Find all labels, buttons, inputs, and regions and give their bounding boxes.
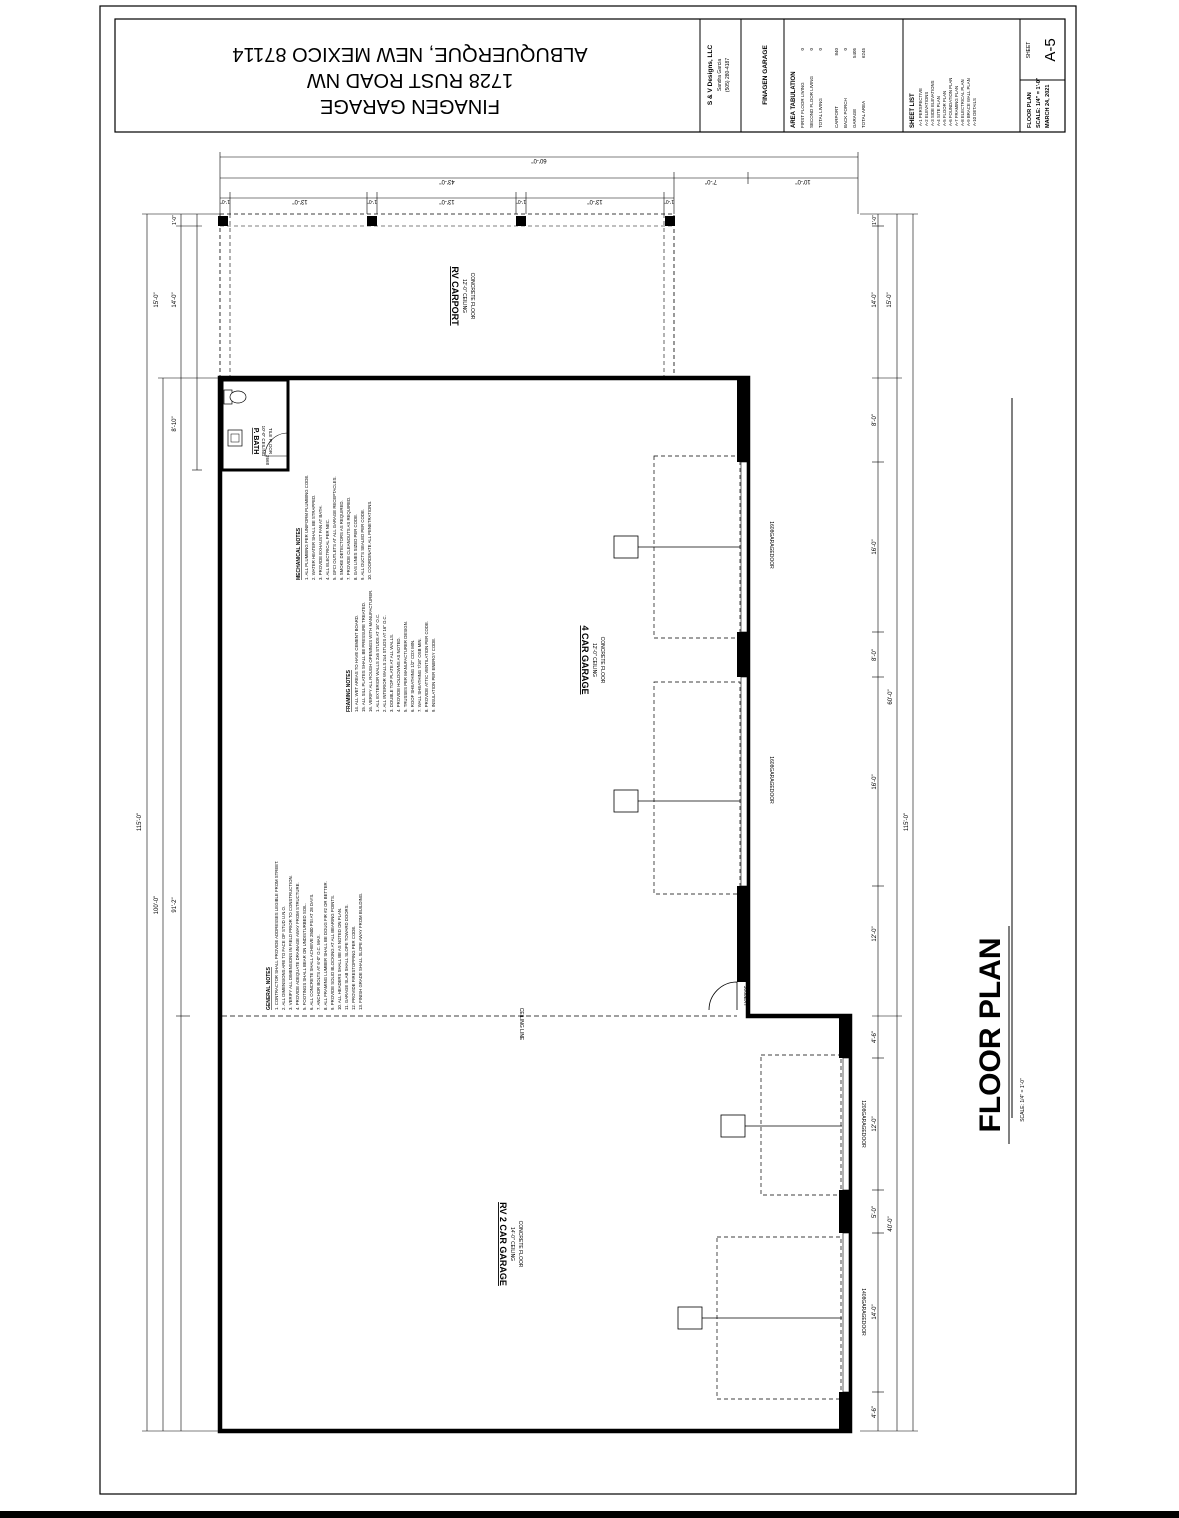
sheet-scale-label: SCALE: 1/4" = 1'-0" (1036, 77, 1042, 128)
bath-ceiling: 10'-0" CEILING (261, 425, 266, 457)
dim-top-b: 13'-0" (587, 198, 603, 204)
note-line: 2. ALL DIMENSIONS ARE TO FACE OF STUD U.N.O. (281, 905, 286, 1010)
note-line: 5. FOOTINGS SHALL BEAR ON UNDISTURBED SOIL. (302, 903, 307, 1010)
area-row-value: 0 (818, 48, 823, 51)
designer-phone: (505) 280-4187 (725, 57, 731, 93)
dim-right-overall: 115'-0" (904, 812, 910, 832)
area-row-label: BACK PORCH (843, 98, 848, 128)
area-row-label: TOTAL LIVING (818, 98, 823, 128)
note-line: 14. ALL WET AREAS TO HAVE CEMENT BOARD. (354, 614, 359, 712)
area-row-value: 840 (834, 48, 839, 56)
note-line: 15. ALL SILL PLATES SHALL BE PRESSURE TREATED. (361, 601, 366, 712)
dim-left-end: 1'-0" (172, 215, 178, 225)
note-line: 3. PROVIDE EXHAUST FAN AT BATH. (318, 505, 323, 580)
sheet-list-title: SHEET LIST (910, 93, 916, 128)
carport-post (516, 216, 526, 226)
note-line: 8. GAS LINES SIZED PER CODE. (353, 513, 358, 580)
note-line: 4. PROVIDE HOLDOWNS AS NOTED. (396, 637, 401, 712)
note-line: 1. ALL PLUMBING PER UNIFORM PLUMBING CODE. (304, 474, 309, 580)
main-title: FLOOR PLAN (974, 937, 1007, 1133)
garage-door-opening (843, 1233, 849, 1392)
dim-right-rv: 40'-0" (888, 1216, 894, 1232)
note-line: 2. WATER HEATER SHALL BE STRAPPED. (311, 494, 316, 580)
main-scale: SCALE: 1/4" = 1'-0" (1020, 1078, 1026, 1122)
note-line: 16. VERIFY ALL ROUGH OPENINGS WITH MANUFACTURER. (368, 589, 373, 712)
sheet-label: SHEET (1026, 41, 1032, 59)
sink-icon (231, 434, 239, 442)
sheet-list-item: A-9 BRACE WALL PLAN (966, 78, 971, 126)
carport-post (367, 216, 377, 226)
garage-door-opener (678, 1307, 702, 1329)
dim-right-segment: 16'-0" (872, 539, 878, 555)
dim-left-carport: 15'-0" (154, 292, 160, 308)
project-address-line1: 1728 RUST ROAD NW (306, 69, 514, 91)
sheet-list-item: A-5 FLOOR PLAN (942, 90, 947, 126)
garage-door-opening (741, 462, 747, 632)
note-line: 9. ALL DUCTS SEALED PER CODE. (360, 508, 365, 580)
note-line: 13. FINISH GRADE SHALL SLOPE AWAY FROM BUILDING. (358, 892, 363, 1010)
dim-right-segment: 14'-0" (872, 292, 878, 308)
garage-door-label: 1408GARAGEDOOR (860, 1288, 866, 1336)
note-line: 10. ALL HEADERS SHALL BE AS NOTED ON PLAN. (337, 907, 342, 1010)
rv-two-car-garage-name: RV 2 CAR GARAGE (498, 1202, 508, 1286)
notes-column-1 (266, 861, 363, 1010)
note-line: 11. GARAGE SLAB SHALL SLOPE TOWARD DOORS. (344, 904, 349, 1010)
rv-carport-ceiling: 12'-0" CEILING (461, 278, 467, 314)
note-line: 6. SMOKE DETECTORS AS REQUIRED. (339, 500, 344, 580)
notes-heading: MECHANICAL NOTES (296, 527, 302, 580)
dim-left-bath: 8'-10" (172, 416, 178, 432)
exterior-door-label: 3068EXT (742, 985, 748, 1007)
dim-right-segment: 16'-0" (872, 774, 878, 790)
toilet-icon (230, 391, 246, 403)
sheet-list-item: A-3 SIDE ELEVATIONS (930, 80, 935, 126)
dim-top-seg2: 10'-0" (795, 178, 811, 184)
dim-right-four-car: 60'-0" (888, 689, 894, 705)
garage-door-opener (614, 790, 638, 812)
wall-pier (839, 1392, 851, 1430)
sheet-list (910, 78, 977, 128)
sheet-list-item: A-10 DETAILS (972, 98, 977, 126)
dim-right-segment: 4'-6" (872, 1406, 878, 1418)
sheet-list-item: A-1 PERSPECTIVE (918, 88, 923, 126)
area-row-label: CARPORT (834, 106, 839, 128)
note-line: 4. PROVIDE ADEQUATE DRAINAGE AWAY FROM STRUCTURE. (295, 882, 300, 1010)
note-line: 9. PROVIDE SOLID BLOCKING AT ALL BEARING POINTS. (330, 894, 335, 1010)
note-line: 1. CONTRACTOR SHALL PROVIDE ADDRESSES LEGIBLE FROM STREET. (274, 860, 279, 1010)
note-line: 5. GFCI OUTLETS AT ALL GARAGE RECEPTACLES. (332, 476, 337, 580)
note-line: 5. TRUSSES PER MANUFACTURER DESIGN. (403, 621, 408, 712)
note-line: 3. VERIFY ALL DIMENSIONS IN FIELD PRIOR TO CONSTRUCTION. (288, 875, 293, 1010)
ceiling-line-label: CEILING LINE (518, 1007, 524, 1041)
notes-heading: GENERAL NOTES (266, 967, 272, 1010)
note-line: 7. WALL SHEATHING 7/16" OSB MIN. (417, 638, 422, 712)
wall-pier (737, 886, 749, 982)
dim-right-segment: 1'-0" (872, 215, 878, 225)
dim-top-seg1: 7'-0" (705, 178, 717, 184)
designer-contact: Sandra Garcia (717, 58, 723, 92)
area-row-value: 6245 (861, 48, 866, 59)
floor-plan (137, 152, 918, 1431)
sheet-date: MARCH 24, 2021 (1045, 84, 1051, 128)
dim-top-b: 13'-0" (439, 198, 455, 204)
area-row-value: 0 (800, 48, 805, 51)
project-address-line2: ALBUQUERQUE, NEW MEXICO 87114 (232, 43, 588, 65)
rv-carport-outline (220, 214, 674, 378)
garage-door-opener (614, 536, 638, 558)
area-tabulation (791, 48, 866, 128)
wall-pier (737, 380, 749, 462)
area-tabulation-title: AREA TABULATION (791, 71, 797, 128)
dim-top-carport: 43'-0" (439, 178, 455, 184)
carport-post (218, 216, 228, 226)
garage-door-opening (741, 677, 747, 886)
sheet-outer-border (100, 6, 1076, 1494)
four-car-garage-name: 4 CAR GARAGE (580, 625, 590, 695)
four-car-garage-ceiling: 12'-0" CEILING (591, 642, 597, 678)
dim-top-b: 1'-0" (220, 198, 230, 204)
note-line: 8. ALL FRAMING LUMBER SHALL BE DOUG FIR #2 OR BETTER. (323, 881, 328, 1010)
dim-left-rv: 91'-2" (172, 897, 178, 913)
notes-heading: FRAMING NOTES (346, 670, 352, 712)
exterior-door-swing (709, 982, 737, 1010)
wall-pier (737, 632, 749, 677)
note-line: 8. PROVIDE ATTIC VENTILATION PER CODE. (424, 620, 429, 712)
dim-right-segment: 4'-6" (872, 1031, 878, 1043)
dim-left-garage: 100'-0" (154, 895, 160, 915)
note-line: 3. DOUBLE TOP PLATE AT ALL WALLS. (389, 633, 394, 712)
dim-right-segment: 12'-0" (872, 1116, 878, 1132)
notes-column-3 (296, 475, 372, 580)
area-row-value: 5405 (852, 48, 857, 59)
note-line: 7. PROVIDE CLEANOUTS AS REQUIRED. (346, 496, 351, 580)
garage-door-track (654, 682, 740, 894)
bath-door-label: 2668 (265, 454, 270, 466)
dim-top-b: 1'-0" (516, 198, 526, 204)
area-row-value: 0 (809, 48, 814, 51)
note-line: 10. COORDINATE ALL PENETRATIONS. (367, 500, 372, 580)
rv-two-car-garage-floor: CONCRETE FLOOR (517, 1220, 523, 1268)
note-line: 2. ALL INTERIOR WALLS 2x4 STUDS AT 16" O.C. (382, 615, 387, 712)
note-line: 9. INSULATION PER ENERGY CODE. (431, 637, 436, 712)
wall-pier (839, 1190, 851, 1233)
dim-top-b: 13'-0" (292, 198, 308, 204)
bottom-bar (0, 1511, 1179, 1518)
garage-door-opening (843, 1058, 849, 1190)
notes-column-2 (346, 590, 436, 712)
garage-door-label: 1608GARAGEDOOR (768, 521, 774, 569)
sheet-number: A-5 (1042, 38, 1059, 62)
left-dimensions (142, 214, 220, 1431)
area-row-label: GARAGE (852, 108, 857, 128)
note-line: 12. PROVIDE FIRESTOPPING PER CODE. (351, 925, 356, 1010)
sheet-list-item: A-8 ELECTRICAL PLAN (960, 79, 965, 126)
garage-door-label: 1208GARAGEDOOR (860, 1100, 866, 1148)
dim-right-carport: 15'-0" (887, 292, 893, 308)
bath-floor: TILE FLOOR (268, 427, 273, 455)
rv-two-car-garage-ceiling: 14'-0" CEILING (509, 1226, 515, 1262)
sheet-list-item: A-6 FOUNDATION PLAN (948, 77, 953, 126)
wall-pier (839, 1018, 851, 1058)
garage-door-track (761, 1055, 841, 1195)
garage-door-opener (721, 1115, 745, 1137)
project-title: FINAGEN GARAGE (319, 95, 501, 117)
note-line: 1. ALL EXTERIOR WALLS 2x6 STUDS AT 16" O.C. (375, 613, 380, 712)
area-row-label: FIRST FLOOR LIVING (800, 82, 805, 128)
dim-left-overall: 115'-0" (137, 812, 143, 832)
note-line: 6. ALL CONCRETE SHALL ACHIEVE 2500 PSI AT 28 DAYS. (309, 893, 314, 1010)
four-car-garage-floor: CONCRETE FLOOR (599, 636, 605, 684)
sheet-list-item: A-2 ELEVATIONS (924, 91, 929, 126)
dim-top-overall: 60'-0" (531, 157, 547, 163)
garage-door-label: 1608GARAGEDOOR (768, 756, 774, 804)
designer-name: S & V Designs, LLC (707, 44, 714, 106)
dim-left-carport-inner: 14'-0" (172, 292, 178, 308)
dim-top-b: 1'-0" (367, 198, 377, 204)
dim-right-segment: 5'-0" (872, 1206, 878, 1218)
dim-right-segment: 12'-0" (872, 926, 878, 942)
dim-top-b: 1'-0" (664, 198, 674, 204)
area-row-value: 0 (843, 48, 848, 51)
area-row-label: SECOND FLOOR LIVING (809, 75, 814, 128)
sheet-list-item: A-7 FRAMING PLAN (954, 85, 959, 126)
note-line: 6. ROOF SHEATHING 1/2" CDX MIN. (410, 639, 415, 712)
note-line: 7. ANCHOR BOLTS AT 6'-0" O.C. MAX. (316, 934, 321, 1010)
dim-right-segment: 14'-0" (872, 1304, 878, 1320)
bath-room-name: P. BATH (252, 427, 259, 455)
dim-right-segment: 8'-0" (872, 649, 878, 661)
dim-right-segment: 8'-0" (872, 414, 878, 426)
rv-carport-floor: CONCRETE FLOOR (469, 272, 475, 320)
carport-post (665, 216, 675, 226)
sheet-list-item: A-4 SITE PLAN (936, 96, 941, 126)
note-line: 4. ALL ELECTRICAL PER NEC. (325, 518, 330, 580)
project-label: FINAGEN GARAGE (762, 45, 769, 105)
area-row-label: TOTAL AREA (861, 100, 866, 128)
rv-carport-name: RV CARPORT (450, 266, 460, 326)
sheet-title-label: FLOOR PLAN (1027, 92, 1033, 128)
